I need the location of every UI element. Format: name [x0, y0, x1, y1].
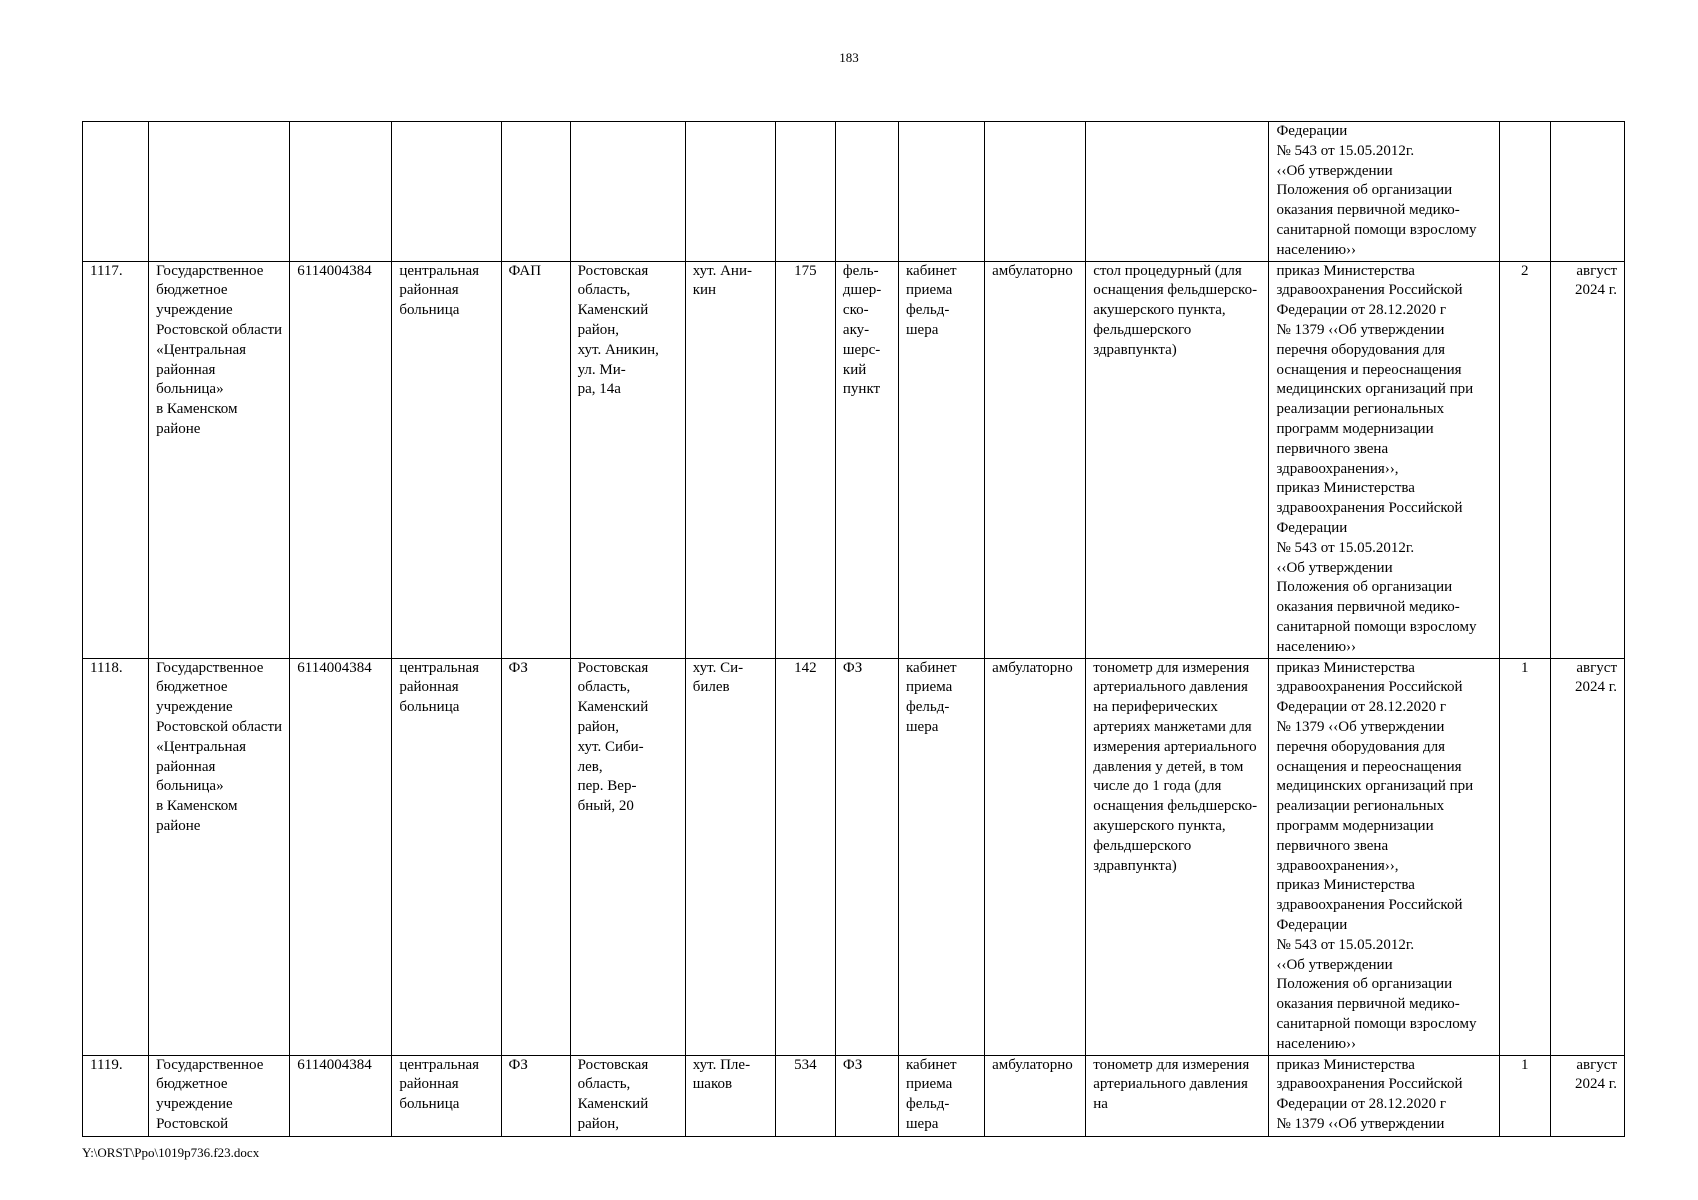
cell-population: 142 — [775, 658, 835, 1055]
cell-equipment — [1086, 122, 1269, 262]
cell-qty: 2 — [1499, 261, 1550, 658]
cell-settlement — [685, 122, 775, 262]
cell-org-type: центральная районная больница — [392, 658, 501, 1055]
footer-file-path: Y:\ORST\Ppo\1019p736.f23.docx — [82, 1145, 260, 1160]
table-row — [83, 261, 1625, 658]
cell-equipment: тонометр для измерения артериального давления на периферических артериях манжетами для измерения артериального давления у детей, в том числе до 1 года (для оснащения фельдшерско-акушерского пункта, фельдшерского здравпункта) — [1086, 658, 1269, 1055]
cell-address: Ростовская область, Каменский район, хут. Сиби- лев, пер. Вер- бный, 20 — [570, 658, 685, 1055]
cell-date: август 2024 г. — [1550, 658, 1624, 1055]
cell-institution — [149, 122, 290, 262]
cell-inn: 6114004384 — [290, 1055, 392, 1136]
cell-address — [570, 122, 685, 262]
cell-population — [775, 122, 835, 262]
cell-care-mode: амбулаторно — [985, 658, 1086, 1055]
cell-room: кабинет приема фельд- шера — [898, 1055, 984, 1136]
cell-address: Ростовская область, Каменский район, — [570, 1055, 685, 1136]
cell-institution: Государственное бюджетное учреждение Ростовской области «Центральная районная больница» в Каменском районе — [149, 658, 290, 1055]
cell-unit-kind: ФЗ — [835, 1055, 898, 1136]
cell-org-type: центральная районная больница — [392, 1055, 501, 1136]
cell-institution: Государственное бюджетное учреждение Ростовской области «Центральная районная больница» в Каменском районе — [149, 261, 290, 658]
cell-equipment: стол процедурный (для оснащения фельдшерско-акушерского пункта, фельдшерского здравпункта) — [1086, 261, 1269, 658]
equipment-table — [82, 121, 1625, 1137]
cell-equipment: тонометр для измерения артериального давления на — [1086, 1055, 1269, 1136]
cell-address: Ростовская область, Каменский район, хут. Аникин, ул. Ми- ра, 14а — [570, 261, 685, 658]
cell-qty — [1499, 122, 1550, 262]
cell-room: кабинет приема фельд- шера — [898, 658, 984, 1055]
cell-num: 1119. — [83, 1055, 149, 1136]
cell-unit-type: ФАП — [501, 261, 570, 658]
cell-org-type — [392, 122, 501, 262]
cell-care-mode: амбулаторно — [985, 1055, 1086, 1136]
cell-population: 175 — [775, 261, 835, 658]
cell-population: 534 — [775, 1055, 835, 1136]
cell-inn: 6114004384 — [290, 658, 392, 1055]
cell-qty: 1 — [1499, 1055, 1550, 1136]
cell-room: кабинет приема фельд- шера — [898, 261, 984, 658]
cell-date: август 2024 г. — [1550, 1055, 1624, 1136]
cell-date: август 2024 г. — [1550, 261, 1624, 658]
cell-care-mode: амбулаторно — [985, 261, 1086, 658]
cell-unit-type: ФЗ — [501, 1055, 570, 1136]
cell-regulation: приказ Министерства здравоохранения Российской Федерации от 28.12.2020 г № 1379 ‹‹Об утверждении перечня оборудования для оснащения и переоснащения медицинских организаций при реализации региональных программ модернизации первичного звена здравоохранения››, приказ Министерства здравоохранения Российской Федерации № 543 от 15.05.2012г. ‹‹Об утверждении Положения об организации оказания первичной медико-санитарной помощи взрослому населению›› — [1269, 658, 1499, 1055]
cell-num — [83, 122, 149, 262]
cell-num: 1117. — [83, 261, 149, 658]
cell-unit-type — [501, 122, 570, 262]
cell-org-type: центральная районная больница — [392, 261, 501, 658]
cell-unit-kind: фель- дшер- ско- aку- шерс- кий пункт — [835, 261, 898, 658]
cell-unit-kind: ФЗ — [835, 658, 898, 1055]
cell-inn — [290, 122, 392, 262]
cell-care-mode — [985, 122, 1086, 262]
cell-regulation: Федерации № 543 от 15.05.2012г. ‹‹Об утверждении Положения об организации оказания первичной медико-санитарной помощи взрослому населению›› — [1269, 122, 1499, 262]
table-row — [83, 658, 1625, 1055]
table-row-continuation — [83, 122, 1625, 262]
cell-settlement: хут. Ани- кин — [685, 261, 775, 658]
page-number: 183 — [839, 50, 859, 65]
cell-institution: Государственное бюджетное учреждение Ростовской — [149, 1055, 290, 1136]
table-row — [83, 1055, 1625, 1136]
cell-qty: 1 — [1499, 658, 1550, 1055]
cell-regulation: приказ Министерства здравоохранения Российской Федерации от 28.12.2020 г № 1379 ‹‹Об утверждении перечня оборудования для оснащения и переоснащения медицинских организаций при реализации региональных программ модернизации первичного звена здравоохранения››, приказ Министерства здравоохранения Российской Федерации № 543 от 15.05.2012г. ‹‹Об утверждении Положения об организации оказания первичной медико-санитарной помощи взрослому населению›› — [1269, 261, 1499, 658]
cell-unit-kind — [835, 122, 898, 262]
cell-date — [1550, 122, 1624, 262]
cell-inn: 6114004384 — [290, 261, 392, 658]
cell-regulation: приказ Министерства здравоохранения Российской Федерации от 28.12.2020 г № 1379 ‹‹Об утверждении — [1269, 1055, 1499, 1136]
cell-room — [898, 122, 984, 262]
cell-unit-type: ФЗ — [501, 658, 570, 1055]
cell-settlement: хут. Пле- шаков — [685, 1055, 775, 1136]
cell-settlement: хут. Си- билев — [685, 658, 775, 1055]
cell-num: 1118. — [83, 658, 149, 1055]
